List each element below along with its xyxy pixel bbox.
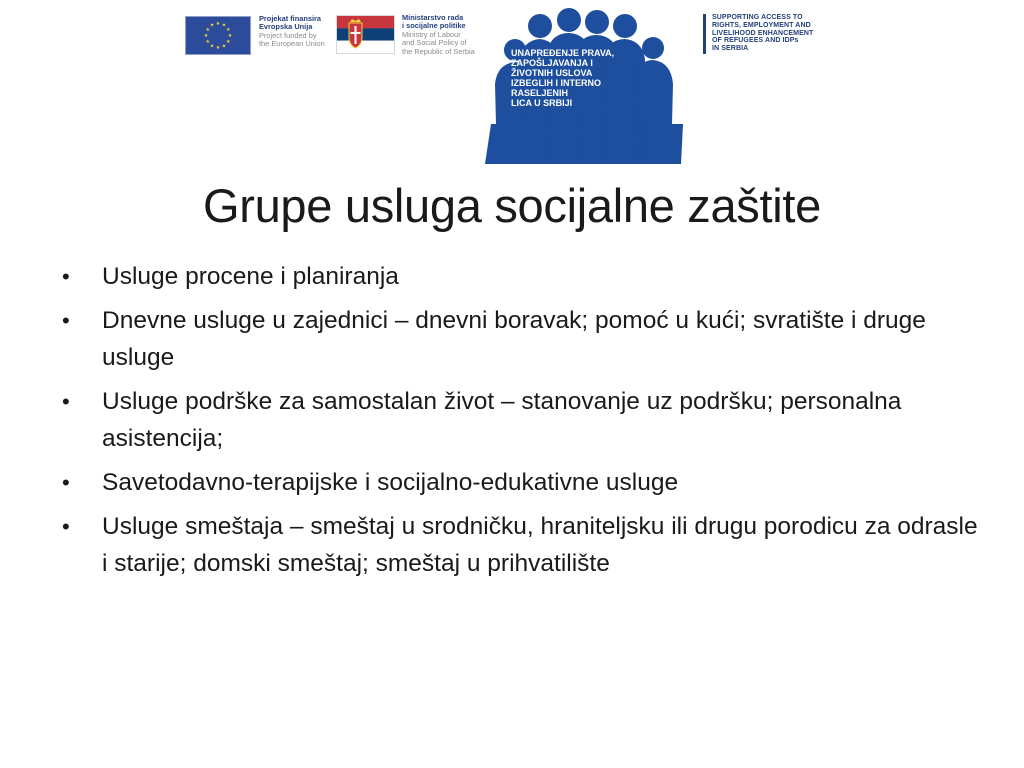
people-logo-line: LICA U SRBIJI: [511, 98, 573, 108]
ministry-logo-line: the Republic of Serbia: [402, 46, 475, 56]
svg-text:★: ★: [226, 39, 231, 45]
ministry-logo-line: Ministry of Labour: [402, 29, 461, 39]
eu-logo-line: Project funded by: [259, 30, 317, 40]
bullet-text: Usluge podrške za samostalan život – stanovanje uz podršku; personalna asistencija;: [102, 388, 902, 452]
bullet-item: [62, 508, 982, 582]
bullet-dot-icon: •: [62, 389, 70, 414]
bullet-text: Savetodavno-terapijske i socijalno-edukativne usluge: [102, 469, 679, 496]
people-silhouette-logo: [485, 4, 685, 164]
slide-title: Grupe usluga socijalne zaštite: [202, 179, 822, 232]
eu-funding-logo: [185, 16, 325, 55]
eu-logo-line: the European Union: [259, 39, 325, 49]
ministry-logo: [336, 15, 475, 56]
svg-text:★: ★: [205, 27, 210, 33]
ministry-logo-text: [402, 14, 475, 56]
svg-text:★: ★: [215, 45, 221, 51]
bullet-text: Usluge smeštaja – smeštaj u srodničku, hraniteljsku ili drugu porodicu za odrasle i starije; domski smeštaj; smeštaj u prihvatilište: [102, 513, 978, 577]
bullet-dot-icon: •: [62, 308, 70, 333]
serbia-flag-icon: [336, 15, 395, 54]
project-logo-bar: [703, 14, 706, 54]
people-logo-line: IZBEGLIH I INTERNO: [511, 78, 601, 88]
project-logo-line: RIGHTS, EMPLOYMENT AND: [712, 21, 811, 29]
eu-flag-icon: [185, 16, 251, 55]
eu-logo-line: Projekat finansira: [259, 14, 322, 23]
ministry-logo-line: Ministarstvo rada: [402, 13, 464, 22]
svg-text:★: ★: [221, 43, 227, 50]
bullet-item: [62, 464, 982, 501]
people-logo-line: RASELJENIH: [511, 88, 569, 98]
bullet-text: Dnevne usluge u zajednici – dnevni boravak; pomoć u kući; svratište i druge usluge: [102, 307, 926, 371]
svg-text:★: ★: [215, 21, 221, 27]
svg-text:★: ★: [227, 33, 233, 39]
project-logo-line: IN SERBIA: [712, 45, 749, 53]
project-logo: [703, 14, 813, 54]
svg-text:★: ★: [209, 22, 215, 29]
eu-logo-line: Evropska Unija: [259, 22, 313, 32]
bullet-dot-icon: •: [62, 470, 70, 495]
bullet-list: [62, 258, 982, 589]
svg-text:★: ★: [203, 33, 209, 39]
svg-text:★: ★: [221, 22, 227, 29]
svg-text:★: ★: [209, 43, 215, 50]
bullet-item: [62, 383, 982, 457]
people-logo-line: ZAPOŠLJAVANJA I: [511, 58, 593, 68]
bullet-item: [62, 258, 982, 295]
svg-text:★: ★: [205, 39, 210, 45]
svg-text:★: ★: [226, 27, 231, 33]
ministry-logo-line: i socijalne politike: [402, 21, 466, 31]
bullet-dot-icon: •: [62, 514, 70, 539]
ministry-logo-line: and Social Policy of: [402, 38, 467, 48]
eu-logo-text: [259, 15, 325, 49]
project-logo-line: LIVELIHOOD ENHANCEMENT: [712, 29, 814, 37]
bullet-item: [62, 302, 982, 376]
project-logo-line: SUPPORTING ACCESS TO: [712, 14, 803, 21]
project-logo-text: [712, 14, 813, 54]
people-logo-line: ŽIVOTNIH USLOVA: [511, 68, 593, 78]
project-logo-line: OF REFUGEES AND IDPs: [712, 37, 799, 45]
people-logo-line: UNAPREĐENJE PRAVA,: [511, 48, 615, 58]
bullet-text: Usluge procene i planiranja: [102, 263, 399, 290]
bullet-dot-icon: •: [62, 264, 70, 289]
